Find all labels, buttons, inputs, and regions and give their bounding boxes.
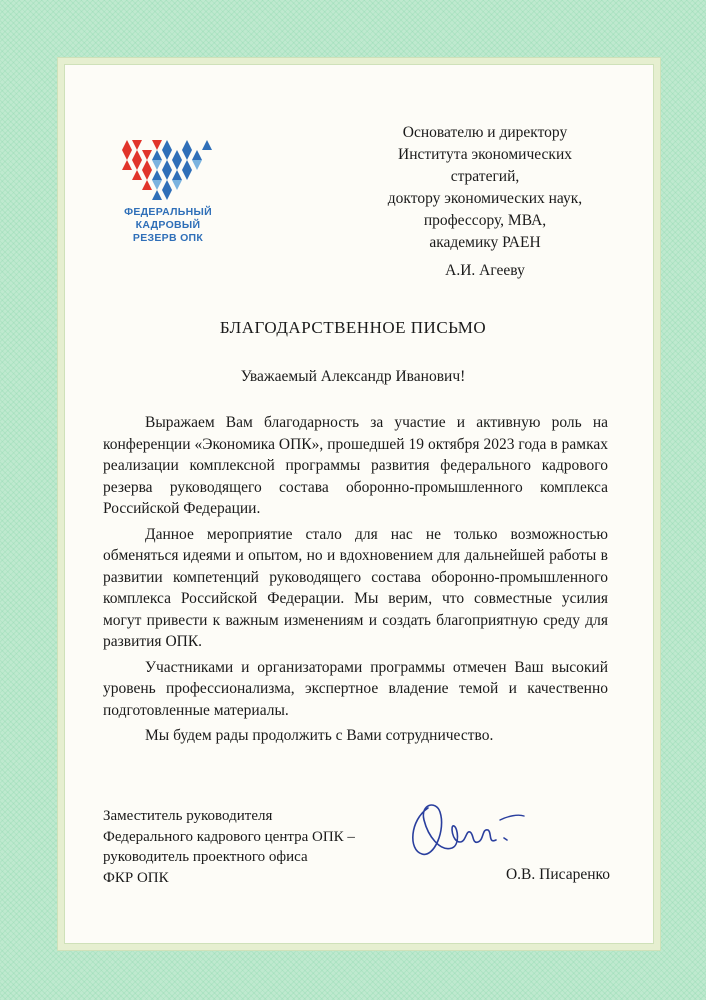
letter-body (103, 412, 608, 751)
addressee-line: академику РАЕН (429, 234, 541, 251)
logo-triangle (142, 180, 152, 190)
logo-triangle (192, 150, 202, 160)
logo-triangle (142, 150, 152, 160)
logo-text-line2: КАДРОВЫЙ (135, 219, 201, 231)
logo-triangle (152, 140, 162, 150)
logo-triangle (202, 140, 212, 150)
logo-triangle (152, 150, 162, 160)
addressee-line: профессору, МВА, (423, 212, 547, 229)
body-paragraph: Участниками и организаторами программы отмечен Ваш высокий уровень профессионализма, экспертное владение темой и качественно подготовленные материалы. (103, 658, 608, 719)
logo-triangle (182, 150, 192, 160)
logo-triangle (162, 150, 172, 160)
handwritten-signature (400, 790, 550, 870)
logo-triangles-icon (122, 140, 218, 200)
logo-triangle (122, 140, 132, 150)
addressee-block (370, 122, 600, 254)
logo-triangle (192, 160, 202, 170)
logo-triangle (162, 140, 172, 150)
logo-triangle (122, 160, 132, 170)
logo-triangle (162, 180, 172, 190)
logo-triangle (142, 170, 152, 180)
logo-triangle (132, 150, 142, 160)
logo-text-line1: ФЕДЕРАЛЬНЫЙ (124, 206, 212, 218)
logo-triangle (132, 160, 142, 170)
signer-position-line: руководитель проектного офиса (103, 849, 308, 865)
document-title: БЛАГОДАРСТВЕННОЕ ПИСЬМО (219, 318, 487, 337)
logo-triangle (182, 140, 192, 150)
organization-logo (118, 140, 238, 245)
logo-triangle (132, 170, 142, 180)
logo-triangle (122, 150, 132, 160)
logo-triangle (132, 140, 142, 150)
logo-triangle (182, 170, 192, 180)
logo-triangle (172, 160, 182, 170)
logo-triangle (172, 170, 182, 180)
logo-triangle (152, 190, 162, 200)
recipient-name: А.И. Агееву (445, 262, 525, 279)
logo-text-line3: РЕЗЕРВ ОПК (132, 232, 204, 244)
signer-position (103, 806, 363, 888)
logo-triangle (182, 160, 192, 170)
logo-triangle (172, 180, 182, 190)
signer-name: О.В. Писаренко (505, 866, 610, 883)
addressee-line: Института экономических (398, 146, 572, 163)
addressee-line: доктору экономических наук, (387, 190, 583, 207)
salutation: Уважаемый Александр Иванович! (240, 368, 466, 385)
body-paragraph: Выражаем Вам благодарность за участие и активную роль на конференции «Экономика ОПК», прошедшей 19 октября 2023 года в рамках реализации комплексной программы развития федерального кадрового резерва руководящего состава оборонно-промышленного комплекса Российской Федерации. (103, 414, 608, 517)
addressee-line: стратегий, (450, 168, 520, 185)
body-paragraph: Мы будем рады продолжить с Вами сотрудничество. (145, 727, 494, 744)
addressee-line: Основателю и директору (402, 124, 568, 141)
signer-position-line: Федерального кадрового центра ОПК – (103, 828, 355, 845)
logo-triangle (162, 160, 172, 170)
logo-triangle (172, 150, 182, 160)
logo-triangle (152, 180, 162, 190)
body-paragraph: Данное мероприятие стало для нас не только возможностью обменяться идеями и опытом, но и вдохновением для дальнейшей работы в развитии компетенций руководящего состава оборонно-промышленного комплекса Российской Федерации. Мы верим, что совместные усилия могут привести к важным изменениям и создать благоприятную среду для развития ОПК. (103, 525, 608, 650)
logo-triangle (162, 190, 172, 200)
logo-triangle (152, 160, 162, 170)
logo-triangle (142, 160, 152, 170)
logo-triangle (152, 170, 162, 180)
logo-triangle (162, 170, 172, 180)
signer-position-line: Заместитель руководителя (103, 808, 273, 824)
signer-position-line: ФКР ОПК (103, 869, 169, 886)
